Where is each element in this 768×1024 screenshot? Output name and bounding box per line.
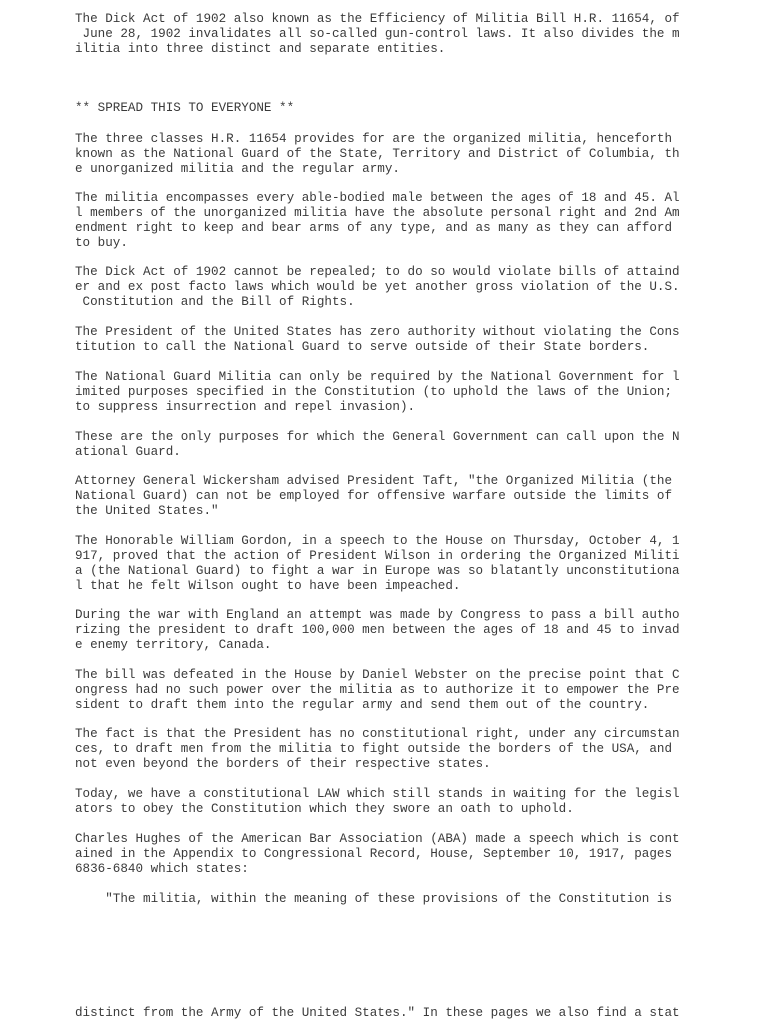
text-line: ators to obey the Constitution which they swore an oath to uphold. xyxy=(75,802,574,816)
text-line: sident to draft them into the regular army and send them out of the country. xyxy=(75,698,650,712)
section-heading: ** SPREAD THIS TO EVERYONE ** xyxy=(75,101,295,115)
text-line: 917, proved that the action of President Wilson in ordering the Organized Militi xyxy=(75,549,680,563)
text-line: ilitia into three distinct and separate entities. xyxy=(75,42,446,56)
quote-line: "The militia, within the meaning of these provisions of the Constitution is xyxy=(75,892,673,906)
text-line: Today, we have a constitutional LAW which still stands in waiting for the legisl xyxy=(75,787,680,801)
text-line: ces, to draft men from the militia to fight outside the borders of the USA, and xyxy=(75,742,673,756)
text-line: the United States." xyxy=(75,504,219,518)
text-line: ongress had no such power over the militia as to authorize it to empower the Pre xyxy=(75,683,680,697)
text-line: ained in the Appendix to Congressional Record, House, September 10, 1917, pages xyxy=(75,847,673,861)
text-line: known as the National Guard of the State, Territory and District of Columbia, th xyxy=(75,147,680,161)
text-line: Attorney General Wickersham advised President Taft, "the Organized Militia (the xyxy=(75,474,673,488)
text-line: National Guard) can not be employed for offensive warfare outside the limits of xyxy=(75,489,673,503)
text-line: The Dick Act of 1902 cannot be repealed; to do so would violate bills of attaind xyxy=(75,265,680,279)
text-line: The bill was defeated in the House by Daniel Webster on the precise point that C xyxy=(75,668,680,682)
text-line: Charles Hughes of the American Bar Association (ABA) made a speech which is cont xyxy=(75,832,680,846)
text-line: Constitution and the Bill of Rights. xyxy=(75,295,355,309)
text-line: endment right to keep and bear arms of any type, and as many as they can afford xyxy=(75,221,673,235)
text-line: The militia encompasses every able-bodied male between the ages of 18 and 45. Al xyxy=(75,191,680,205)
text-line: During the war with England an attempt was made by Congress to pass a bill autho xyxy=(75,608,680,622)
text-line: titution to call the National Guard to serve outside of their State borders. xyxy=(75,340,650,354)
text-line: The National Guard Militia can only be required by the National Government for l xyxy=(75,370,680,384)
text-line: ational Guard. xyxy=(75,445,181,459)
text-line: The three classes H.R. 11654 provides for are the organized militia, henceforth xyxy=(75,132,673,146)
text-line: rizing the president to draft 100,000 men between the ages of 18 and 45 to invad xyxy=(75,623,680,637)
text-line: to suppress insurrection and repel invasion). xyxy=(75,400,416,414)
text-line: 6836-6840 which states: xyxy=(75,862,249,876)
text-line: June 28, 1902 invalidates all so-called gun-control laws. It also divides the m xyxy=(75,27,680,41)
text-line: l members of the unorganized militia have the absolute personal right and 2nd Am xyxy=(75,206,680,220)
text-line: e enemy territory, Canada. xyxy=(75,638,272,652)
text-line: to buy. xyxy=(75,236,128,250)
text-line: distinct from the Army of the United States." In these pages we also find a stat xyxy=(75,1006,680,1020)
text-line: not even beyond the borders of their respective states. xyxy=(75,757,491,771)
text-line: These are the only purposes for which the General Government can call upon the N xyxy=(75,430,680,444)
text-line: l that he felt Wilson ought to have been impeached. xyxy=(75,579,461,593)
text-line: The Dick Act of 1902 also known as the Efficiency of Militia Bill H.R. 11654, of xyxy=(75,12,680,26)
text-line: a (the National Guard) to fight a war in Europe was so blatantly unconstitutiona xyxy=(75,564,680,578)
text-line: The Honorable William Gordon, in a speech to the House on Thursday, October 4, 1 xyxy=(75,534,680,548)
text-line: The President of the United States has zero authority without violating the Cons xyxy=(75,325,680,339)
text-line: e unorganized militia and the regular army. xyxy=(75,162,400,176)
text-line: The fact is that the President has no constitutional right, under any circumstan xyxy=(75,727,680,741)
text-line: er and ex post facto laws which would be yet another gross violation of the U.S. xyxy=(75,280,680,294)
text-line: imited purposes specified in the Constitution (to uphold the laws of the Union; xyxy=(75,385,673,399)
